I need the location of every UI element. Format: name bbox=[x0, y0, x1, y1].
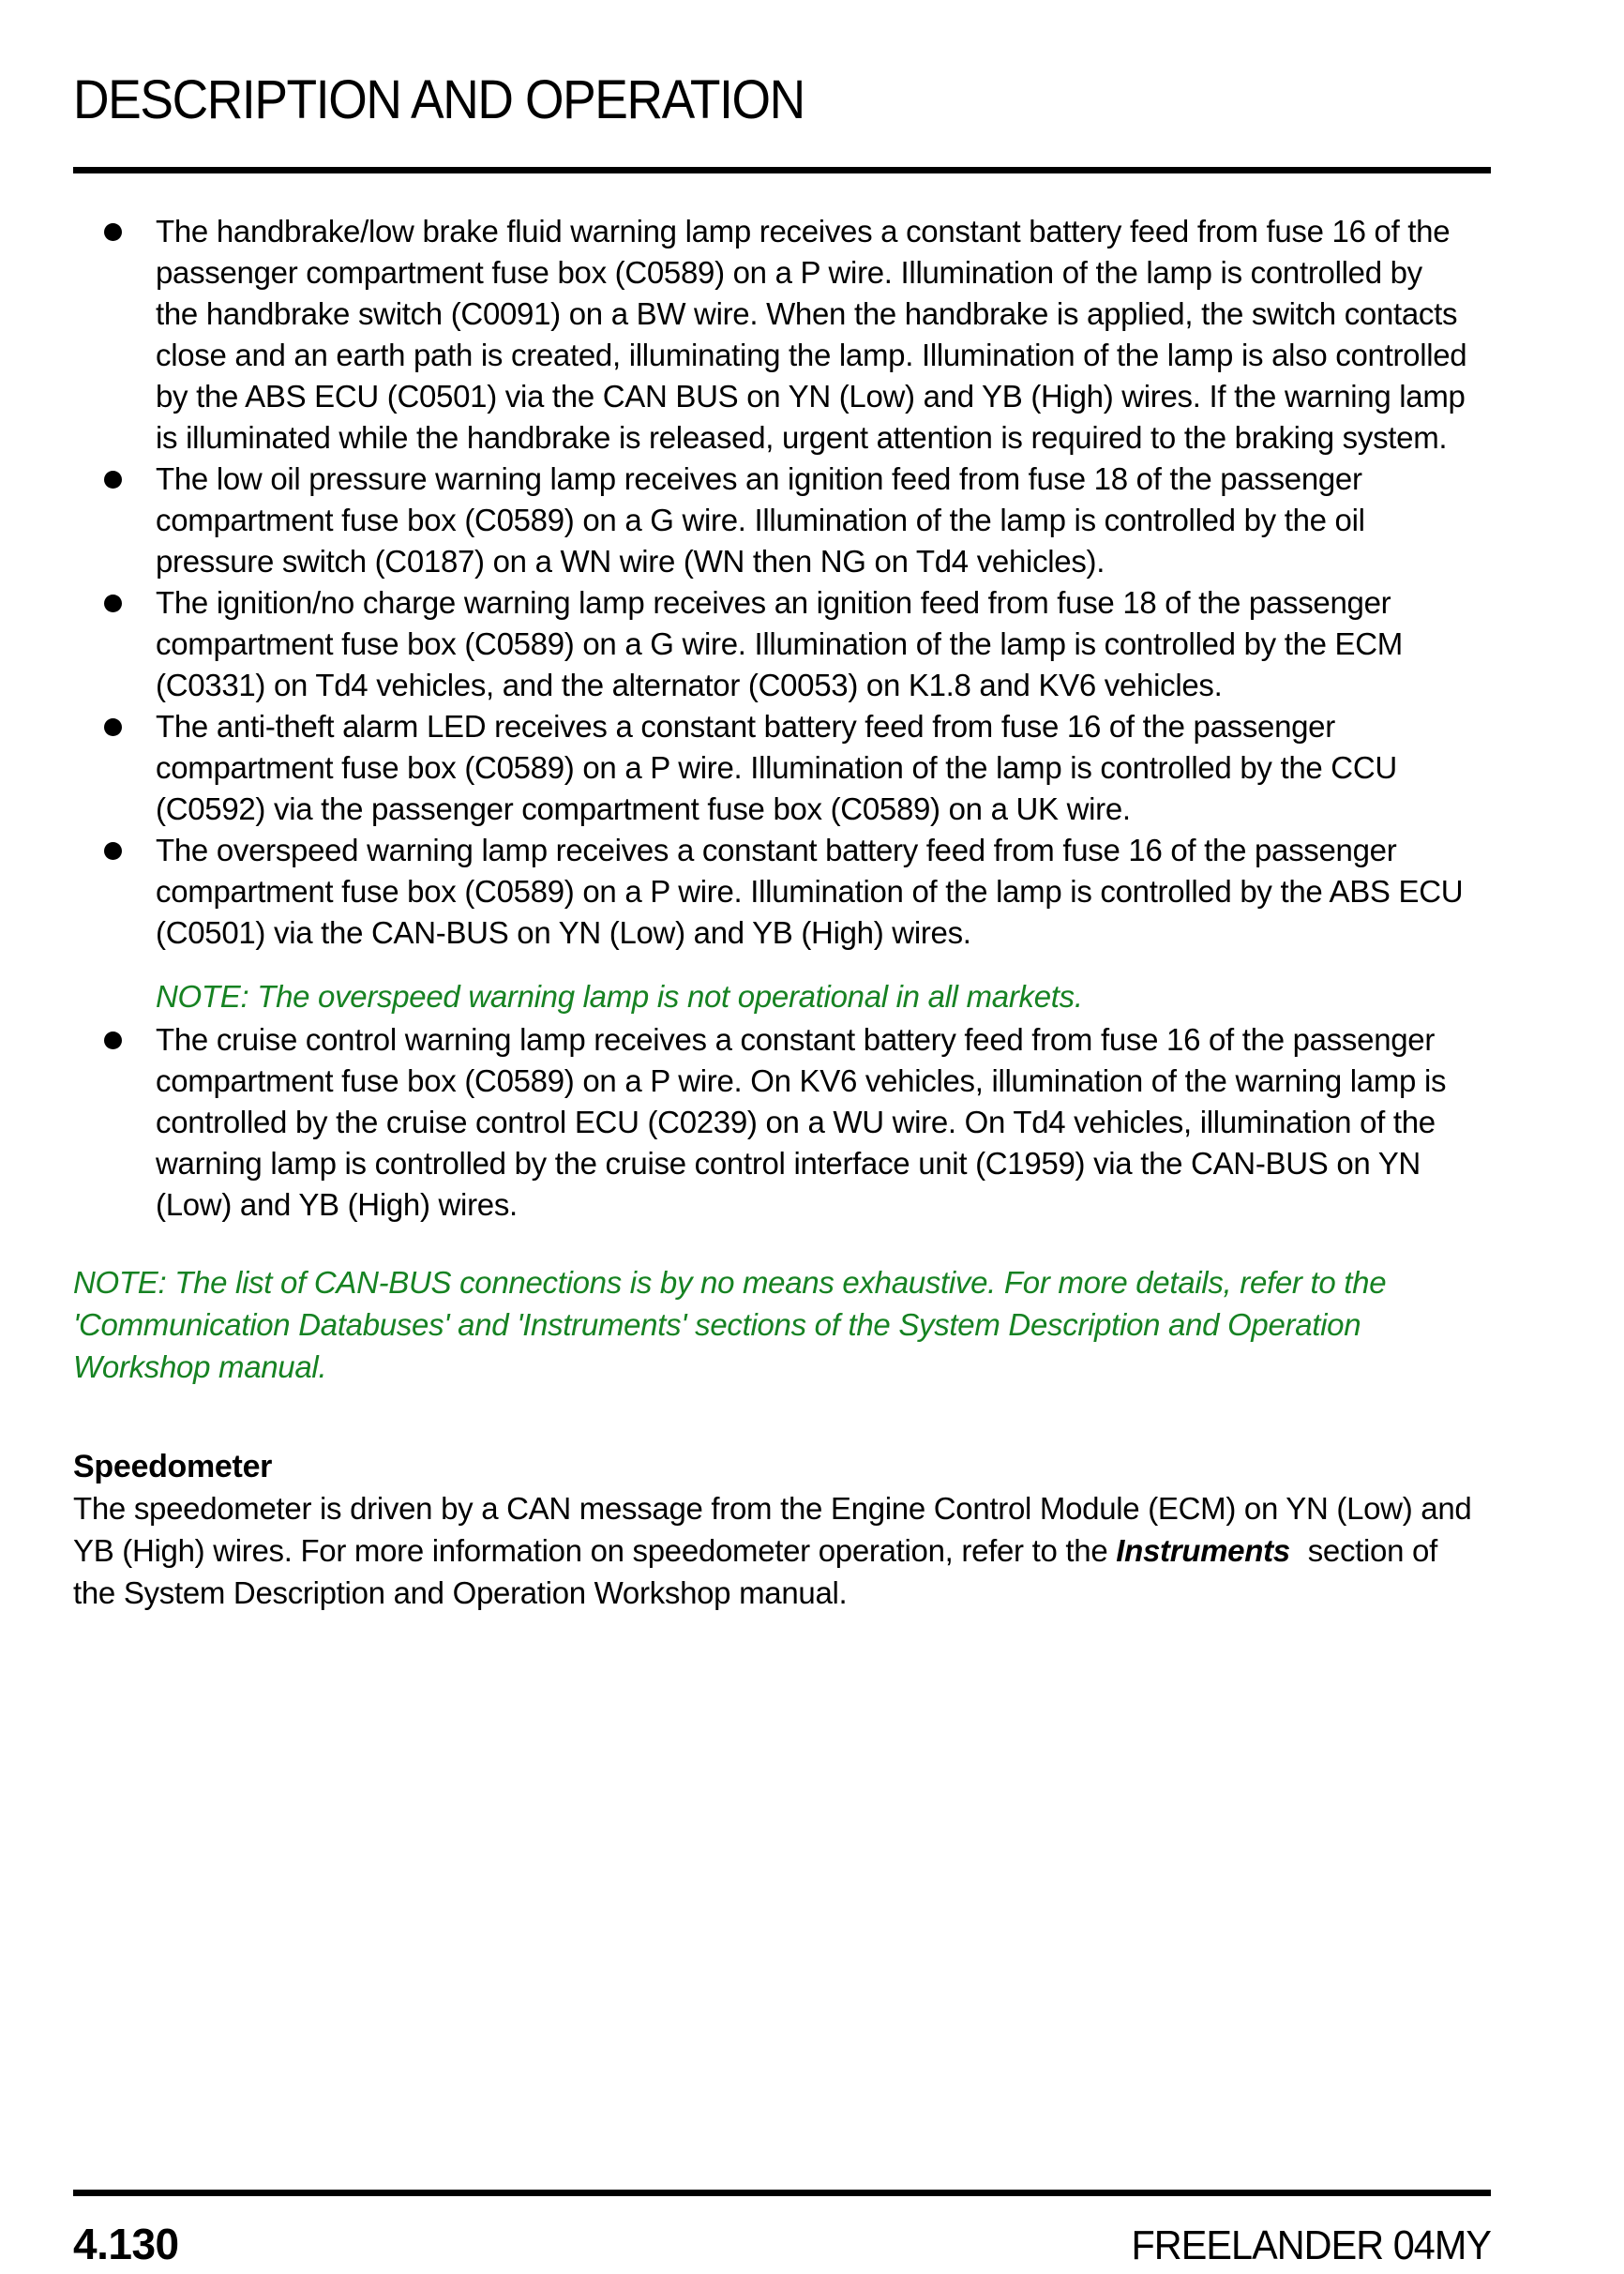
page-footer bbox=[73, 2190, 1491, 2269]
warning-lamp-bullet-list bbox=[73, 211, 1488, 1226]
speedometer-text-start: The speedometer is driven by a CAN message from the Engine Control Module (ECM) on YN (Low) and YB (High) wires. For more information on speedometer operation, refer to the bbox=[73, 1490, 1472, 1568]
title-divider bbox=[73, 167, 1491, 173]
instruments-reference: Instruments bbox=[1116, 1532, 1290, 1568]
list-item: The handbrake/low brake fluid warning lamp receives a constant battery feed from fuse 16 of the passenger compartment fuse box (C0589) on a P wire. Illumination of the lamp is controlled by the handbrake switch (C0091) on a BW wire. When the handbrake is applied, the switch contacts close and an earth path is created, illuminating the lamp. Illumination of the lamp is also controlled by the ABS ECU (C0501) via the CAN BUS on YN (Low) and YB (High) wires. If the warning lamp is illuminated while the handbrake is released, urgent attention is required to the braking system. bbox=[73, 211, 1471, 459]
list-item: The ignition/no charge warning lamp receives an ignition feed from fuse 18 of the passenger compartment fuse box (C0589) on a G wire. Illumination of the lamp is controlled by the ECM (C0331) on Td4 vehicles, and the alternator (C0053) on K1.8 and KV6 vehicles. bbox=[73, 582, 1471, 706]
speedometer-text-end: section of the System Description and Operation Workshop manual. bbox=[73, 1532, 1437, 1610]
list-item: The overspeed warning lamp receives a constant battery feed from fuse 16 of the passenger compartment fuse box (C0589) on a P wire. Illumination of the lamp is controlled by the ABS ECU (C0501) via the CAN-BUS on YN (Low) and YB (High) wires. bbox=[73, 830, 1471, 954]
overspeed-note: NOTE: The overspeed warning lamp is not operational in all markets. bbox=[156, 978, 1083, 1014]
speedometer-paragraph bbox=[73, 1487, 1475, 1614]
page-title: DESCRIPTION AND OPERATION bbox=[73, 68, 804, 130]
list-item: The low oil pressure warning lamp receives an ignition feed from fuse 18 of the passenger compartment fuse box (C0589) on a G wire. Illumination of the lamp is controlled by the oil pressure switch (C0187) on a WN wire (WN then NG on Td4 vehicles). bbox=[73, 459, 1471, 582]
page-number: 4.130 bbox=[73, 2220, 179, 2268]
speedometer-heading: Speedometer bbox=[73, 1448, 273, 1484]
model-name: FREELANDER 04MY bbox=[1131, 2222, 1491, 2268]
list-item: The cruise control warning lamp receives a constant battery feed from fuse 16 of the passenger compartment fuse box (C0589) on a P wire. On KV6 vehicles, illumination of the warning lamp is controlled by the cruise control ECU (C0239) on a WU wire. On Td4 vehicles, illumination of the warning lamp is controlled by the cruise control interface unit (C1959) via the CAN-BUS on YN (Low) and YB (High) wires. bbox=[73, 1019, 1471, 1226]
can-bus-note: NOTE: The list of CAN-BUS connections is by no means exhaustive. For more details, refer to the 'Communication Databuses' and 'Instruments' sections of the System Description and Operation Workshop manual. bbox=[73, 1264, 1387, 1384]
list-item: The anti-theft alarm LED receives a constant battery feed from fuse 16 of the passenger compartment fuse box (C0589) on a P wire. Illumination of the lamp is controlled by the CCU (C0592) via the passenger compartment fuse box (C0589) on a UK wire. bbox=[73, 706, 1471, 830]
footer-row bbox=[73, 2219, 1491, 2269]
footer-divider bbox=[73, 2190, 1491, 2196]
